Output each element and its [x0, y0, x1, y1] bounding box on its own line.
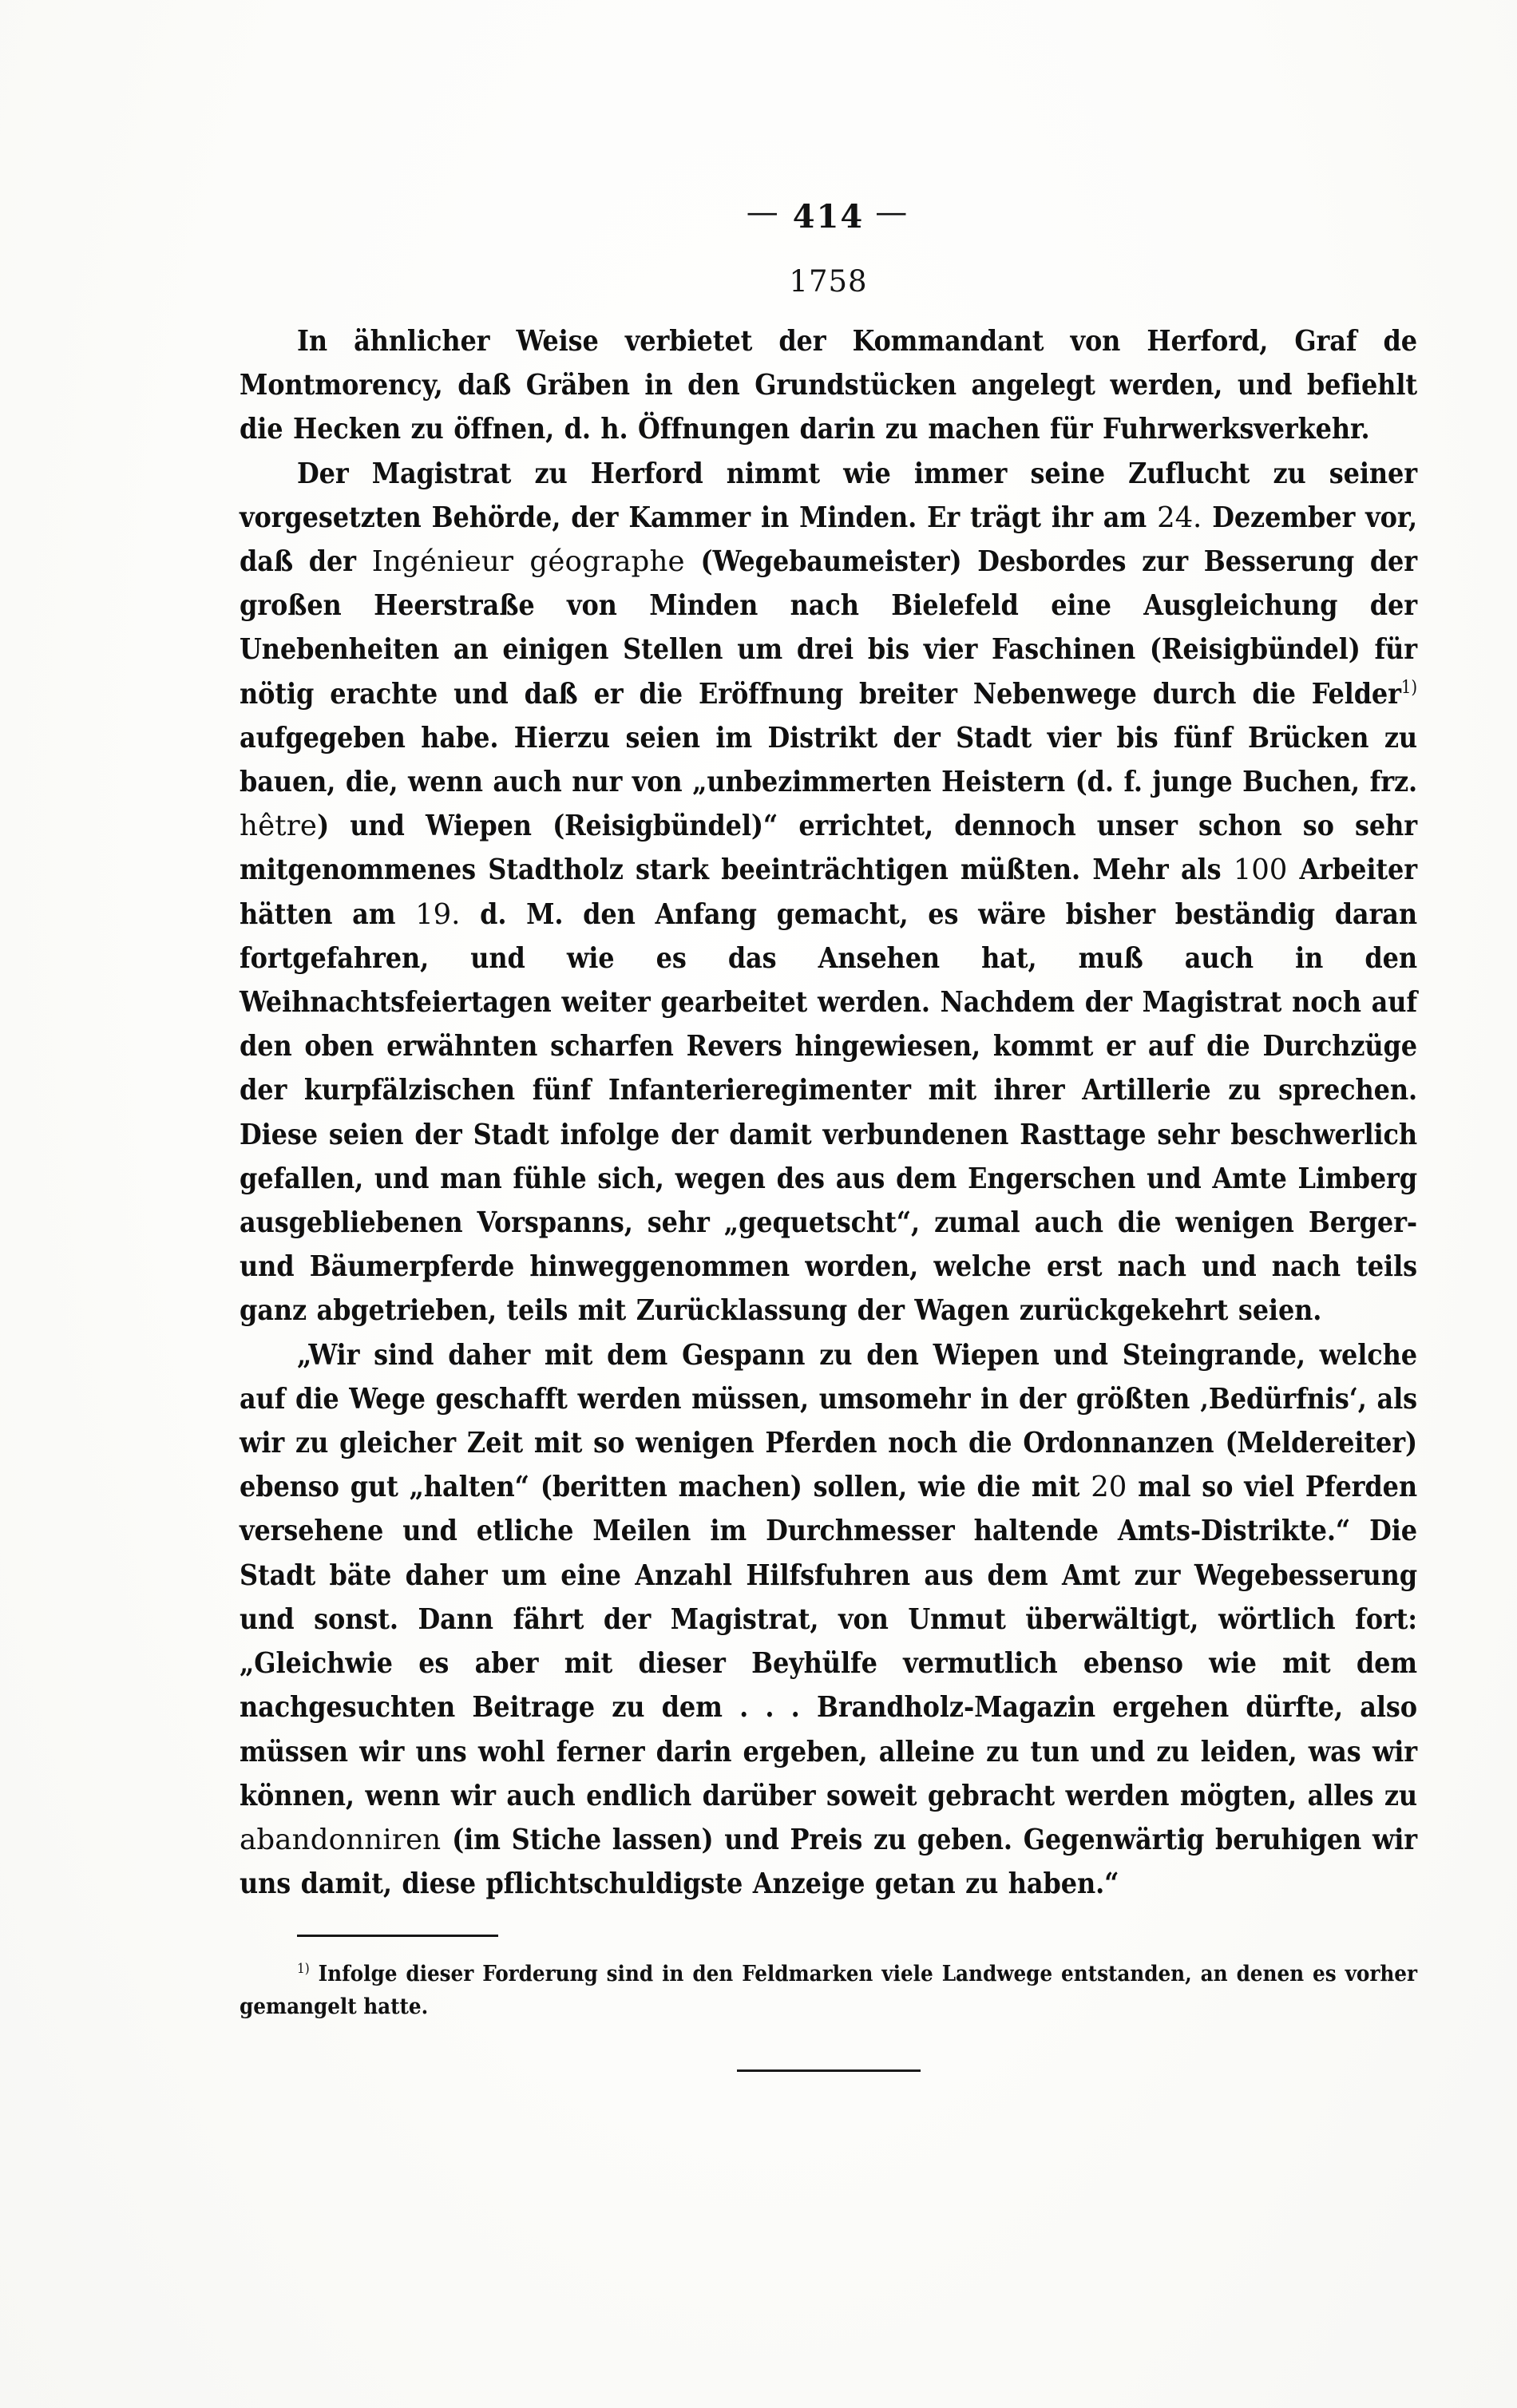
page-tail-rule: [737, 2069, 921, 2072]
antiqua-run: abandonniren: [240, 1823, 442, 1856]
numeral-run: 24.: [1157, 501, 1202, 534]
footnote-area: [240, 1958, 1417, 2023]
antiqua-run: hêtre: [240, 810, 318, 843]
text-block: [240, 0, 1417, 2072]
para-wir-sind-daher: „Wir sind daher mit dem Gespann zu den Wiepen und Steingrande, welche auf die Wege geschafft werden müssen, umsomehr in der größten ‚Bedürfnis‘, als wir zu gleicher Zeit mit so wenigen Pferden noch die Ordonnanzen (Meldereiter) ebenso gut „halten“ (beritten machen) sollen, wie die mit 20 mal so viel Pferden versehene und etliche Meilen im Durchmesser haltende Amts-Distrikte.“ Die Stadt bäte daher um eine Anzahl Hilfsfuhren aus dem Amt zur Wegebesserung und sonst. Dann fährt der Magistrat, von Unmut überwältigt, wörtlich fort: „Gleichwie es aber mit dieser Beyhülfe vermutlich ebenso wie mit dem nachgesuchten Beitrage zu dem . . . Brandholz-Magazin ergehen dürfte, also müssen wir uns wohl ferner darin ergeben, alleine zu tun und zu leiden, was wir können, wenn wir auch endlich darüber soweit gebracht werden mögten, alles zu abandonniren (im Stiche lassen) und Preis zu geben. Gegenwärtig beruhigen wir uns damit, diese pflichtschuldigste Anzeige getan zu haben.“: [240, 1338, 1417, 1901]
footnote-separator-rule: [297, 1935, 498, 1937]
numeral-run: 19.: [415, 897, 461, 931]
folio-dash-right: —: [875, 194, 911, 231]
page-number: 414: [792, 198, 865, 236]
footnote-reference[interactable]: 1): [1400, 677, 1417, 698]
para-herford-kommandant: In ähnlicher Weise verbietet der Kommandant von Herford, Graf de Montmorency, daß Gräben in den Grundstücken angelegt werden, und befiehlt die Hecken zu öffnen, d. h. Öffnungen darin zu machen für Fuhrwerksverkehr.: [240, 325, 1417, 446]
year-heading: 1758: [789, 264, 868, 299]
running-head-folio: [240, 194, 1417, 236]
antiqua-run: Ingénieur géographe: [371, 545, 685, 579]
numeral-run: 100: [1233, 853, 1288, 887]
footnote-marker: 1): [297, 1961, 310, 1978]
footnote: $^{1)}$ Infolge dieser Forderung sind in den Feldmarken viele Landwege entstanden, an denen es vorher gemangelt hatte.: [240, 1961, 1417, 2020]
folio-dash-left: —: [746, 194, 782, 231]
numeral-run: 20: [1091, 1471, 1127, 1504]
para-magistrat-zuflucht: Der Magistrat zu Herford nimmt wie immer seine Zuflucht zu seiner vorgesetzten Behörde, der Kammer in Minden. Er trägt ihr am 24. Dezember vor, daß der Ingénieur géographe (Wegebaumeister) Desbordes zur Besserung der großen Heerstraße von Minden nach Bielefeld eine Ausgleichung der Unebenheiten an einigen Stellen um drei bis vier Faschinen (Reisigbündel) für nötig erachte und daß er die Eröffnung breiter Nebenwege durch die Felder$^{1)}$ aufgegeben habe. Hierzu seien im Distrikt der Stadt vier bis fünf Brücken zu bauen, die, wenn auch nur von „unbezimmerten Heistern (d. f. junge Buchen, frz. hêtre) und Wiepen (Reisigbündel)“ errichtet, dennoch unser schon so sehr mitgenommenes Stadtholz stark beeinträchtigen müßten. Mehr als 100 Arbeiter hätten am 19. d. M. den Anfang gemacht, es wäre bisher beständig daran fortgefahren, und wie es das Ansehen hat, muß auch in den Weihnachtsfeiertagen weiter gearbeitet werden. Nachdem der Magistrat noch auf den oben erwähnten scharfen Revers hingewiesen, kommt er auf die Durchzüge der kurpfälzischen fünf Infanterieregimenter mit ihrer Artillerie zu sprechen. Diese seien der Stadt infolge der damit verbundenen Rasttage sehr beschwerlich gefallen, und man fühle sich, wegen des aus dem Engerschen und Amte Limberg ausgebliebenen Vorspanns, sehr „gequetscht“, zumal auch die wenigen Berger- und Bäumerpferde hinweggenommen worden, welche erst nach und nach teils ganz abgetrieben, teils mit Zurücklassung der Wagen zurückgekehrt seien.: [240, 457, 1418, 1328]
body-copy: [240, 319, 1417, 1906]
